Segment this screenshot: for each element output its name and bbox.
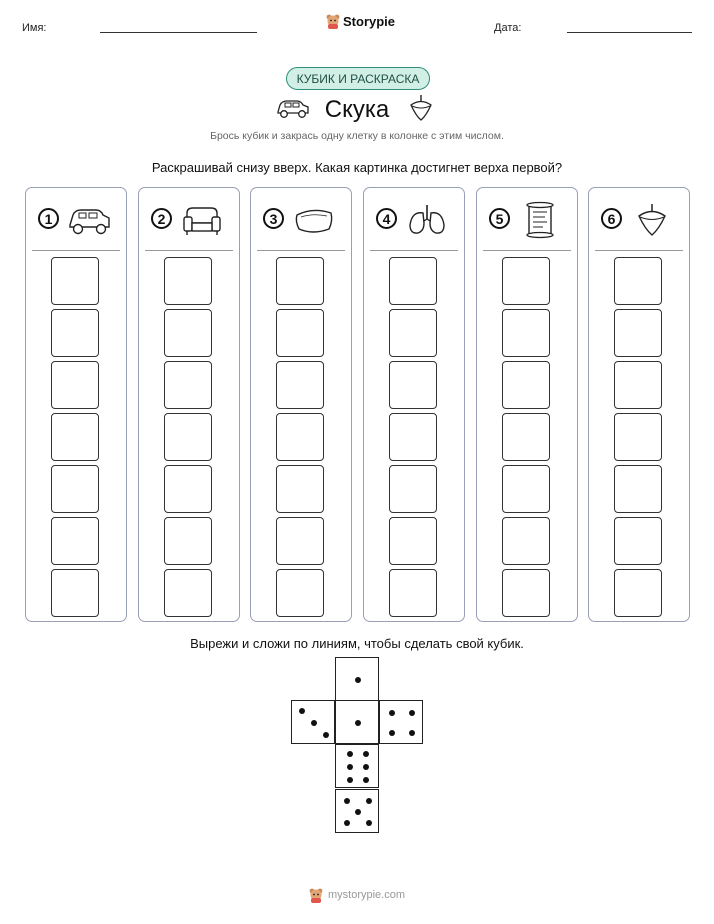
color-cell[interactable] <box>389 517 437 565</box>
column-divider <box>370 250 458 251</box>
page-title: Скука <box>324 96 390 123</box>
column-number: 6 <box>601 208 622 229</box>
color-cell[interactable] <box>614 257 662 305</box>
spinning-top-icon <box>408 94 434 122</box>
die-face-one <box>335 657 379 701</box>
footer-url[interactable]: mystorypie.com <box>327 889 406 901</box>
color-cell[interactable] <box>502 257 550 305</box>
scroll-icon <box>517 200 563 240</box>
column-3 <box>250 187 352 622</box>
car-icon <box>66 200 112 240</box>
color-cell[interactable] <box>389 569 437 617</box>
color-cell[interactable] <box>164 309 212 357</box>
cut-instruction: Вырежи и сложи по линиям, чтобы сделать свой кубик. <box>190 636 524 651</box>
color-cell[interactable] <box>51 309 99 357</box>
pip <box>409 710 415 716</box>
color-cell[interactable] <box>276 465 324 513</box>
color-cell[interactable] <box>389 413 437 461</box>
pip <box>355 720 361 726</box>
die-face-five <box>335 789 379 833</box>
color-cell[interactable] <box>614 465 662 513</box>
lungs-icon <box>404 200 450 240</box>
name-line[interactable] <box>100 32 257 33</box>
die-face-one-center <box>335 700 379 744</box>
date-label: Дата: <box>494 22 522 34</box>
pip <box>355 809 361 815</box>
pip <box>323 732 329 738</box>
column-number: 3 <box>263 208 284 229</box>
bear-icon <box>309 887 323 903</box>
column-number: 2 <box>151 208 172 229</box>
bear-icon <box>326 13 340 29</box>
column-1 <box>25 187 127 622</box>
color-cell[interactable] <box>164 413 212 461</box>
color-cell[interactable] <box>276 361 324 409</box>
pip <box>363 777 369 783</box>
pip <box>347 777 353 783</box>
color-cell[interactable] <box>276 569 324 617</box>
pip <box>347 764 353 770</box>
color-cell[interactable] <box>164 465 212 513</box>
color-cell[interactable] <box>51 257 99 305</box>
color-cell[interactable] <box>164 517 212 565</box>
color-cell[interactable] <box>276 309 324 357</box>
pip <box>355 677 361 683</box>
subtitle: Брось кубик и закрась одну клетку в колонке с этим числом. <box>210 130 504 142</box>
column-divider <box>32 250 120 251</box>
instruction-text: Раскрашивай снизу вверх. Какая картинка достигнет верха первой? <box>151 160 563 175</box>
die-face-six <box>335 744 379 788</box>
die-face-three <box>291 700 335 744</box>
color-cell[interactable] <box>502 413 550 461</box>
color-cell[interactable] <box>276 517 324 565</box>
column-number: 1 <box>38 208 59 229</box>
column-number: 5 <box>489 208 510 229</box>
pip <box>389 730 395 736</box>
color-cell[interactable] <box>164 361 212 409</box>
color-cell[interactable] <box>502 309 550 357</box>
color-cell[interactable] <box>389 465 437 513</box>
column-divider <box>257 250 345 251</box>
pip <box>409 730 415 736</box>
color-cell[interactable] <box>276 413 324 461</box>
pip <box>389 710 395 716</box>
color-cell[interactable] <box>614 361 662 409</box>
color-cell[interactable] <box>502 569 550 617</box>
color-cell[interactable] <box>614 517 662 565</box>
column-divider <box>483 250 571 251</box>
color-cell[interactable] <box>389 309 437 357</box>
column-divider <box>595 250 683 251</box>
column-2 <box>138 187 240 622</box>
column-number: 4 <box>376 208 397 229</box>
pip <box>344 798 350 804</box>
pip <box>299 708 305 714</box>
color-cell[interactable] <box>614 309 662 357</box>
color-cell[interactable] <box>389 257 437 305</box>
color-cell[interactable] <box>51 465 99 513</box>
color-cell[interactable] <box>276 257 324 305</box>
color-cell[interactable] <box>614 413 662 461</box>
color-cell[interactable] <box>389 361 437 409</box>
color-cell[interactable] <box>502 361 550 409</box>
armchair-icon <box>179 200 225 240</box>
pip <box>363 764 369 770</box>
pip <box>344 820 350 826</box>
column-6 <box>588 187 690 622</box>
brand-logo <box>326 13 395 29</box>
color-cell[interactable] <box>502 465 550 513</box>
color-cell[interactable] <box>614 569 662 617</box>
spinning-top-icon <box>629 200 675 240</box>
column-divider <box>145 250 233 251</box>
brand-name: Storypie <box>343 13 396 29</box>
color-cell[interactable] <box>164 257 212 305</box>
color-cell[interactable] <box>51 517 99 565</box>
date-line[interactable] <box>567 32 692 33</box>
pip <box>347 751 353 757</box>
pip <box>363 751 369 757</box>
category-badge: КУБИК И РАСКРАСКА <box>286 67 430 90</box>
pip <box>366 820 372 826</box>
footer <box>0 887 714 903</box>
pillow-icon <box>291 200 337 240</box>
die-face-four <box>379 700 423 744</box>
column-4 <box>363 187 465 622</box>
color-cell[interactable] <box>51 361 99 409</box>
color-cell[interactable] <box>51 569 99 617</box>
color-cell[interactable] <box>51 413 99 461</box>
pip <box>311 720 317 726</box>
pip <box>366 798 372 804</box>
name-label: Имя: <box>22 22 47 34</box>
column-5 <box>476 187 578 622</box>
color-cell[interactable] <box>164 569 212 617</box>
color-cell[interactable] <box>502 517 550 565</box>
